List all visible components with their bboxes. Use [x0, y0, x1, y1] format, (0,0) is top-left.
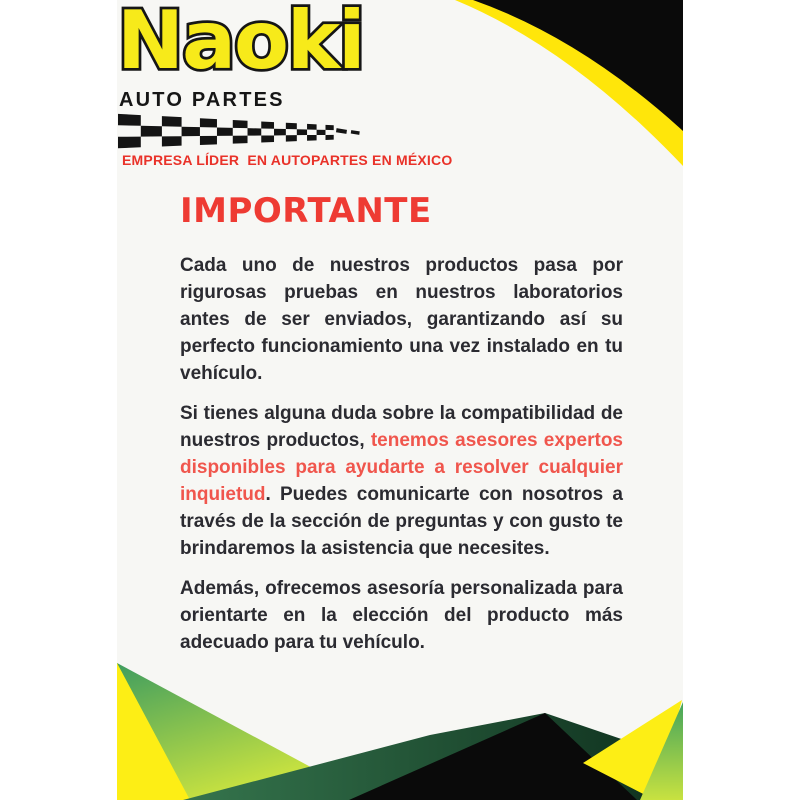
paragraph-support-lead: Si tienes alguna duda sobre la compatibilidad de nuestros productos,	[180, 403, 623, 451]
top-right-corner-decoration	[443, 0, 683, 170]
body-copy	[180, 252, 623, 669]
brand-logo-subtitle: AUTO PARTES	[119, 89, 285, 111]
section-heading: IMPORTANTE	[180, 191, 432, 231]
highlight-text: tenemos asesores expertos disponibles para ayudarte a resolver cualquier inquietud	[180, 430, 623, 505]
checkered-flag-icon	[118, 110, 364, 154]
bottom-decoration	[117, 650, 683, 800]
paragraph-quality: Cada uno de nuestros productos pasa por rigurosas pruebas en nuestros laboratorios antes de ser enviados, garantizando así su perfecto funcionamiento una vez instalado en tu vehículo.	[180, 255, 623, 384]
brand-logo: Naoki	[117, 0, 364, 87]
brand-tagline: EMPRESA LÍDER EN AUTOPARTES EN MÉXICO	[122, 152, 453, 168]
page-canvas	[117, 0, 683, 800]
paragraph-support-tail: . Puedes comunicarte con nosotros a través de la sección de preguntas y con gusto te brindaremos la asistencia que necesites.	[180, 484, 623, 559]
paragraph-support	[180, 400, 623, 562]
paragraph-advice: Además, ofrecemos asesoría personalizada para orientarte en la elección del producto más adecuado para tu vehículo.	[180, 578, 623, 653]
